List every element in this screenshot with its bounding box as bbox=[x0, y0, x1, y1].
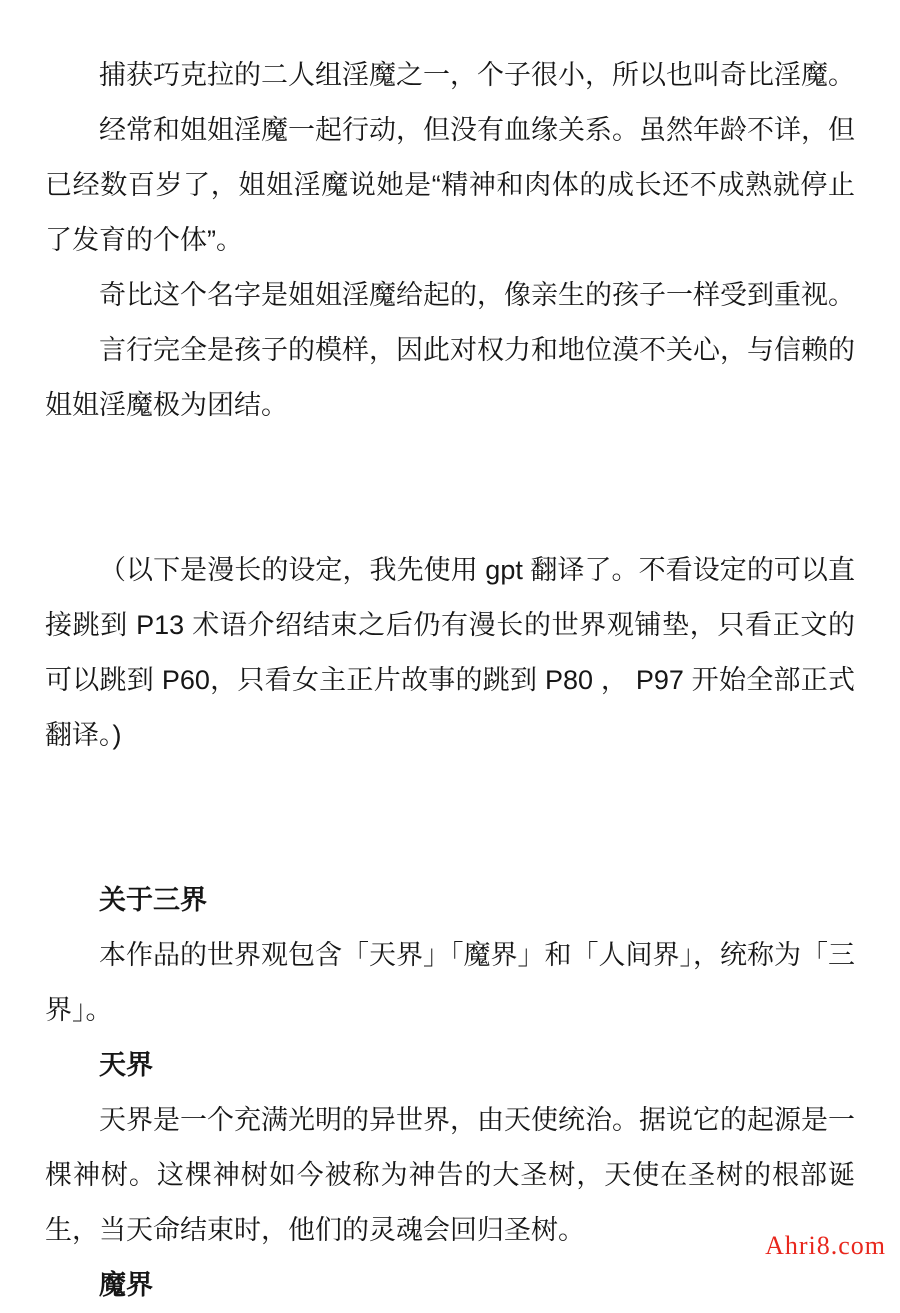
body-paragraph: 本作品的世界观包含「天界」「魔界」和「人间界」，统称为「三界」。 bbox=[45, 940, 855, 1025]
body-paragraph: （以下是漫长的设定，我先使用 gpt 翻译了。不看设定的可以直接跳到 P13 术语介绍结束之后仍有漫长的世界观铺垫，只看正文的可以跳到 P60，只看女主正片故事的跳到 P80 ， P97 开始全部正式翻译。) bbox=[45, 555, 855, 750]
body-paragraph: 经常和姐姐淫魔一起行动，但没有血缘关系。虽然年龄不详，但已经数百岁了，姐姐淫魔说她是“精神和肉体的成长还不成熟就停止了发育的个体”。 bbox=[45, 115, 855, 255]
watermark: Ahri8.com bbox=[765, 1231, 886, 1260]
body-paragraph: 天界是一个充满光明的异世界，由天使统治。据说它的起源是一棵神树。这棵神树如今被称为神告的大圣树，天使在圣树的根部诞生，当天命结束时，他们的灵魂会回归圣树。 bbox=[45, 1105, 855, 1245]
body-paragraph: 捕获巧克拉的二人组淫魔之一，个子很小，所以也叫奇比淫魔。 bbox=[99, 60, 855, 90]
body-paragraph: 言行完全是孩子的模样，因此对权力和地位漠不关心，与信赖的姐姐淫魔极为团结。 bbox=[45, 335, 855, 420]
body-paragraph: 奇比这个名字是姐姐淫魔给起的，像亲生的孩子一样受到重视。 bbox=[99, 280, 855, 310]
section-heading: 魔界 bbox=[99, 1270, 153, 1300]
blank-line bbox=[45, 433, 855, 488]
blank-line bbox=[45, 763, 855, 818]
blank-line bbox=[45, 818, 855, 873]
section-heading: 关于三界 bbox=[99, 885, 207, 915]
blank-line bbox=[45, 488, 855, 543]
document-content bbox=[45, 48, 855, 1313]
section-heading: 天界 bbox=[99, 1050, 153, 1080]
